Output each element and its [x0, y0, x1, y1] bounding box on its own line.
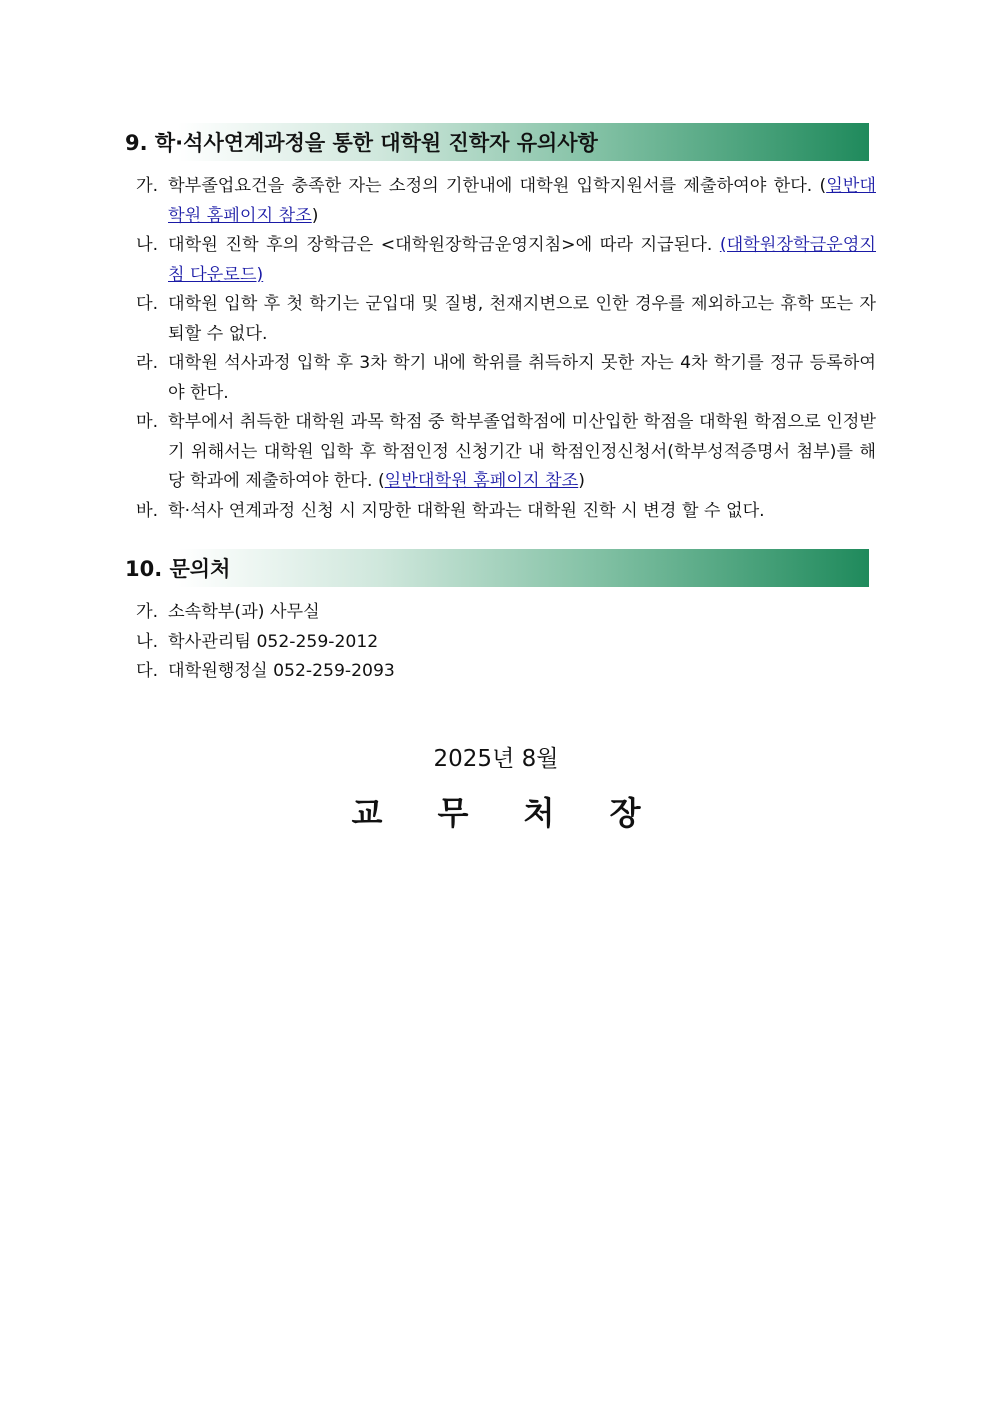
list-item [136, 598, 876, 628]
issuing-office: 교 무 처 장 [351, 794, 663, 832]
item-marker: 나. [136, 235, 159, 255]
item-text: 대학원 석사과정 입학 후 3차 학기 내에 학위를 취득하지 못한 자는 4차 학기를 정규 등록하여야 한다. [168, 353, 876, 403]
item-marker: 라. [136, 353, 159, 373]
section-10-header [118, 549, 869, 587]
item-marker: 마. [136, 412, 159, 432]
section-10-title: 10. 문의처 [125, 557, 231, 581]
item-marker: 가. [136, 602, 159, 622]
list-item [136, 628, 876, 658]
section-9-title: 9. 학·석사연계과정을 통한 대학원 진학자 유의사항 [125, 131, 598, 155]
general-grad-homepage-link[interactable]: 일반대학원 홈페이지 참조 [384, 471, 579, 491]
list-item [136, 290, 876, 349]
list-item [136, 349, 876, 408]
item-text: 학부졸업요건을 충족한 자는 소정의 기한내에 대학원 입학지원서를 제출하여야 한다. (일반대학원 홈페이지 참조) [168, 176, 876, 226]
general-grad-homepage-link[interactable]: 일반대학원 홈페이지 참조 [168, 176, 876, 226]
list-item [136, 172, 876, 231]
item-text: 학부에서 취득한 대학원 과목 학점 중 학부졸업학점에 미산입한 학점을 대학원 학점으로 인정받기 위해서는 대학원 입학 후 학점인정 신청기간 내 학점인정신청서(학부성적증명서 첨부)를 해당 학과에 제출하여야 한다. (일반대학원 홈페이지 참조) [168, 412, 876, 491]
list-item [136, 231, 876, 290]
item-marker: 다. [136, 294, 159, 314]
list-item [136, 497, 876, 527]
contact-grad-office: 대학원행정실 052-259-2093 [168, 661, 395, 681]
item-marker: 바. [136, 500, 159, 521]
contact-office: 소속학부(과) 사무실 [168, 602, 320, 622]
item-text: 대학원 입학 후 첫 학기는 군입대 및 질병, 천재지변으로 인한 경우를 제외하고는 휴학 또는 자퇴할 수 없다. [168, 294, 876, 344]
item-text: 학·석사 연계과정 신청 시 지망한 대학원 학과는 대학원 진학 시 변경 할 수 없다. [168, 500, 765, 521]
scholarship-guideline-download-link[interactable]: (대학원장학금운영지침 다운로드) [168, 235, 876, 285]
issue-date: 2025년 8월 [433, 746, 559, 772]
section-9-list [136, 172, 876, 526]
contact-academic-team: 학사관리팀 052-259-2012 [168, 631, 379, 652]
section-9-header [118, 123, 869, 161]
section-10-list [136, 598, 876, 687]
item-text: 대학원 진학 후의 장학금은 <대학원장학금운영지침>에 따라 지급된다. (대학원장학금운영지침 다운로드) [168, 235, 876, 285]
item-marker: 나. [136, 631, 159, 652]
item-marker: 가. [136, 176, 159, 196]
list-item [136, 408, 876, 497]
list-item [136, 657, 876, 687]
item-marker: 다. [136, 661, 159, 681]
